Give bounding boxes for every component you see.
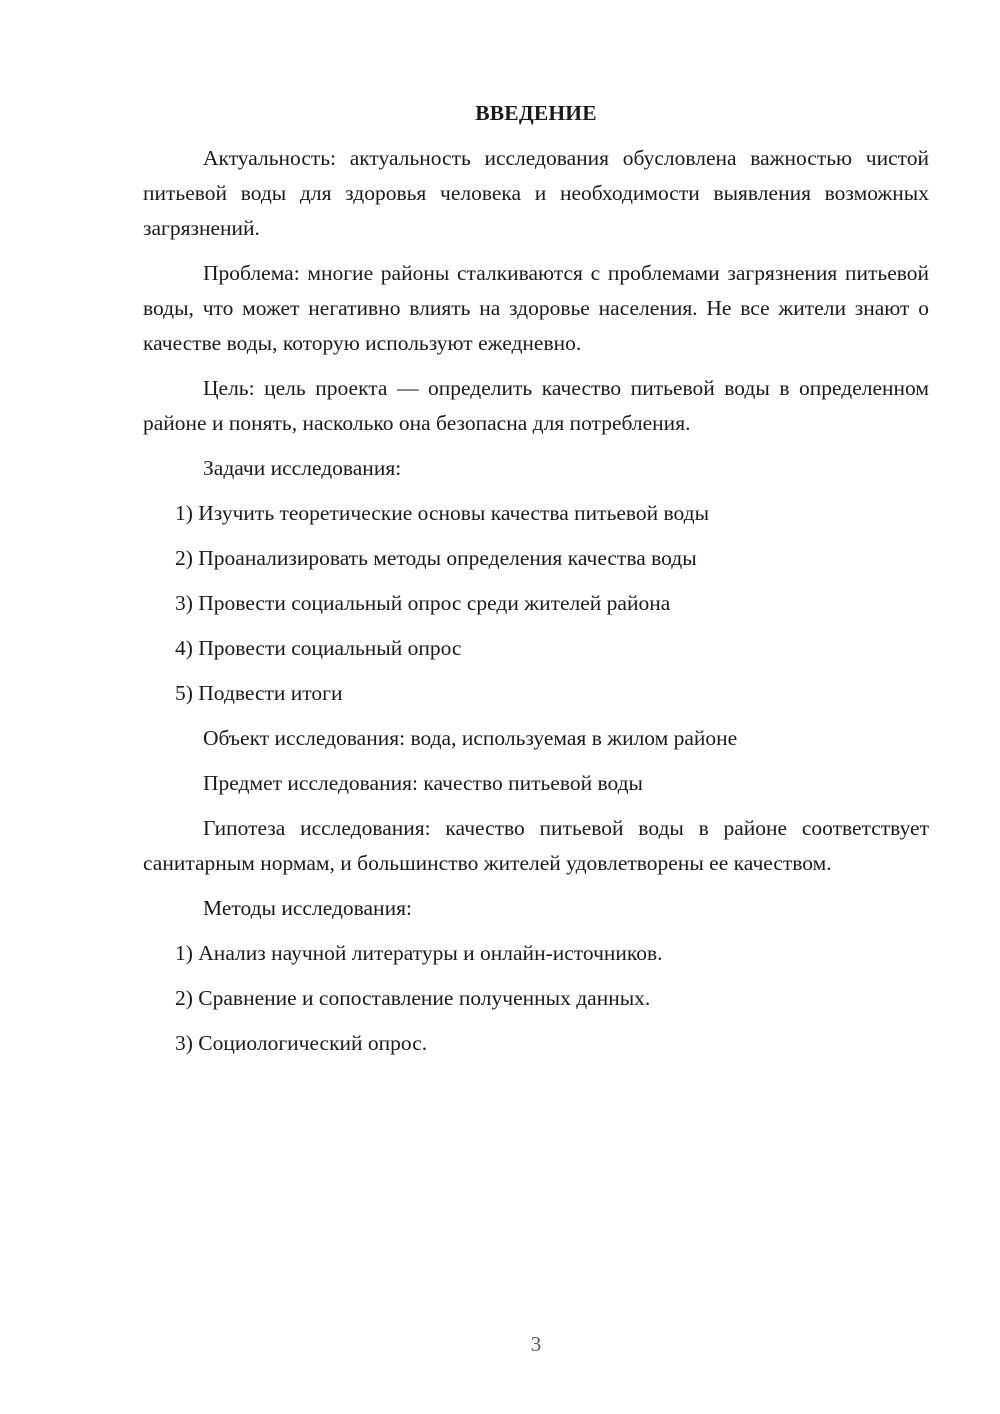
tasks-list: [143, 496, 929, 711]
page-number: 3: [530, 1332, 542, 1356]
task-item: 2) Проанализировать методы определения качества воды: [175, 546, 697, 570]
task-item: 3) Провести социальный опрос среди жителей района: [175, 591, 671, 615]
relevance-paragraph: Актуальность: актуальность исследования обусловлена важностью чистой питьевой воды для здоровья человека и необходимости выявления возможных загрязнений.: [143, 146, 929, 240]
task-item: 4) Провести социальный опрос: [175, 636, 462, 660]
task-item: 1) Изучить теоретические основы качества питьевой воды: [175, 501, 710, 525]
subject-line: Предмет исследования: качество питьевой воды: [203, 771, 643, 795]
task-item: 5) Подвести итоги: [175, 681, 343, 705]
hypothesis-paragraph: Гипотеза исследования: качество питьевой воды в районе соответствует санитарным нормам, и большинство жителей удовлетворены ее качеством.: [143, 816, 929, 875]
method-item: 1) Анализ научной литературы и онлайн-источников.: [175, 941, 663, 965]
object-line: Объект исследования: вода, используемая в жилом районе: [203, 726, 738, 750]
tasks-heading: Задачи исследования:: [203, 456, 402, 480]
section-title: ВВЕДЕНИЕ: [475, 101, 597, 125]
goal-paragraph: Цель: цель проекта — определить качество питьевой воды в определенном районе и понять, насколько она безопасна для потребления.: [143, 376, 929, 435]
method-item: 3) Социологический опрос.: [175, 1031, 428, 1055]
method-item: 2) Сравнение и сопоставление полученных данных.: [175, 986, 651, 1010]
problem-paragraph: Проблема: многие районы сталкиваются с проблемами загрязнения питьевой воды, что может негативно влиять на здоровье населения. Не все жители знают о качестве воды, которую используют ежедневно.: [143, 261, 929, 355]
document-page: [143, 96, 929, 1071]
methods-list: [143, 936, 929, 1061]
methods-heading: Методы исследования:: [203, 896, 412, 920]
